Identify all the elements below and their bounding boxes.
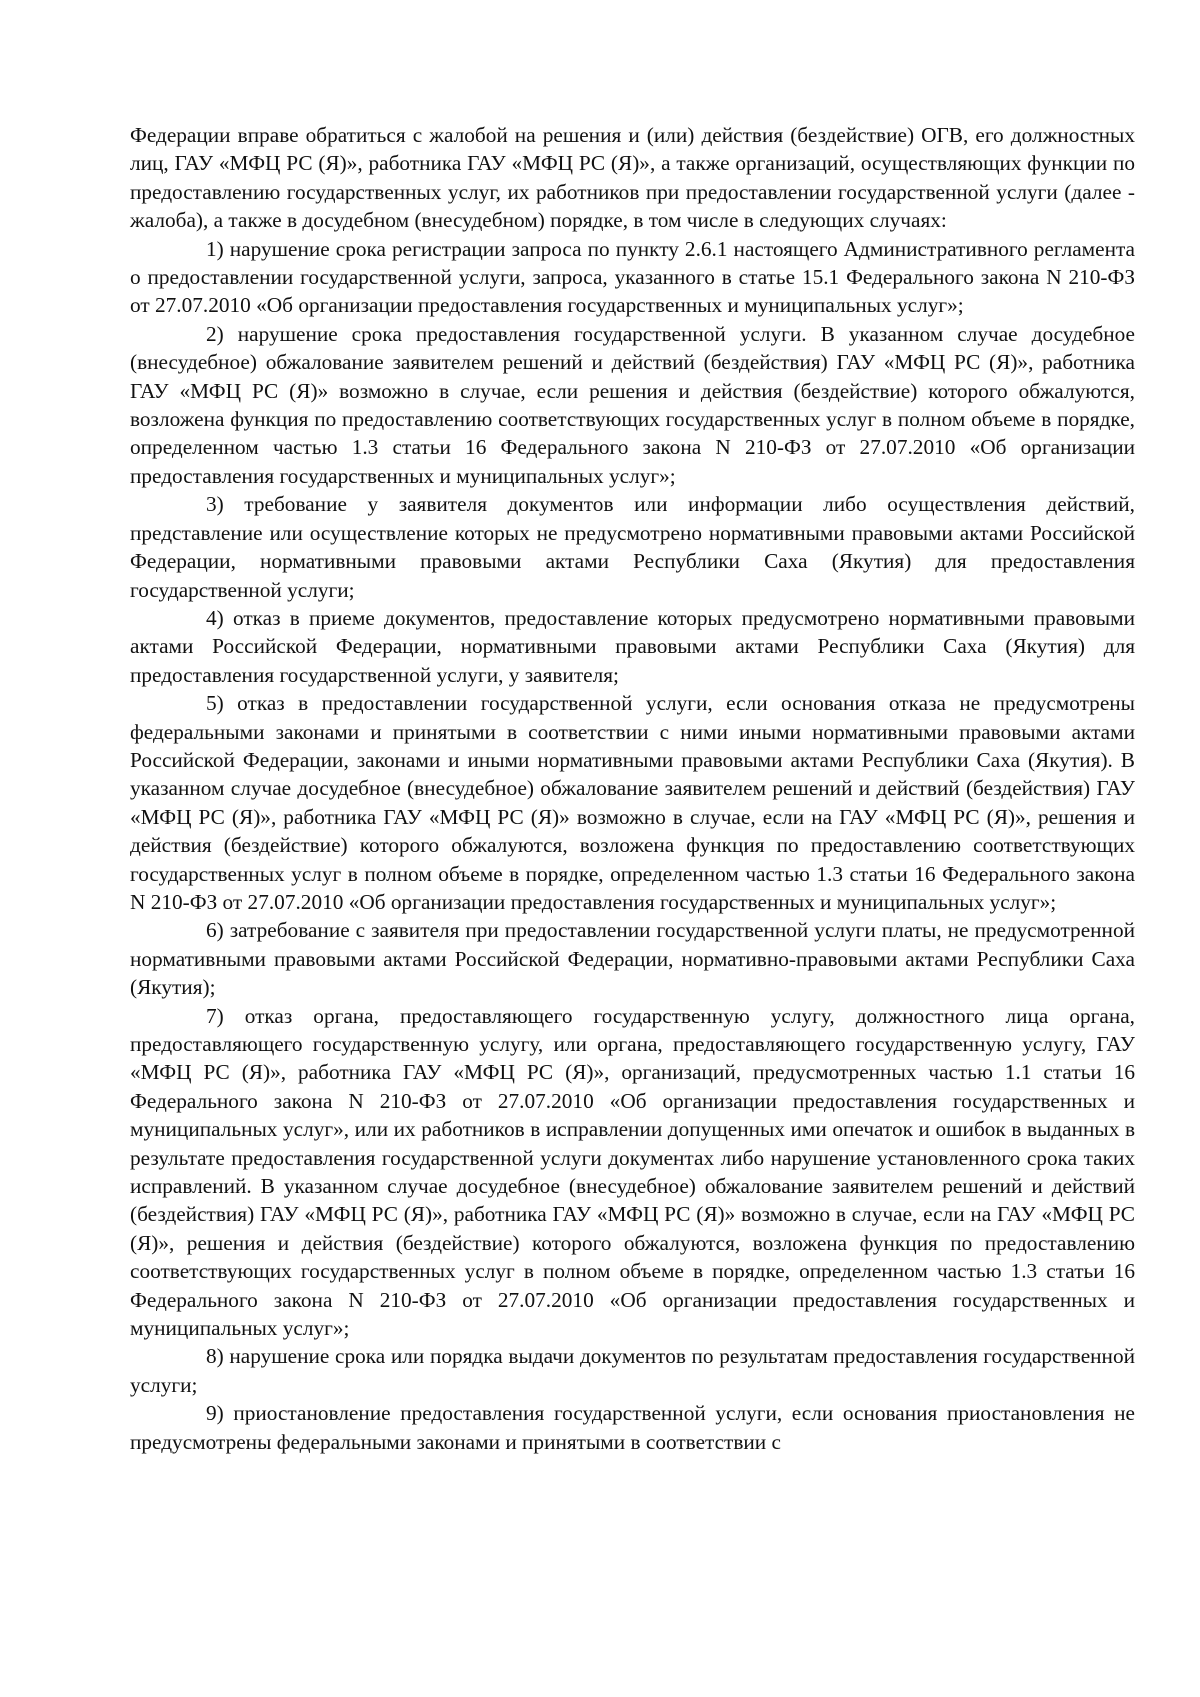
paragraph-item-9: 9) приостановление предоставления государственной услуги, если основания приостановления не предусмотрены федеральными законами и принятыми в соответствии с [130,1401,1135,1454]
paragraph-item-8: 8) нарушение срока или порядка выдачи документов по результатам предоставления государственной услуги; [130,1344,1135,1397]
paragraph-item-2: 2) нарушение срока предоставления государственной услуги. В указанном случае досудебное (внесудебное) обжалование заявителем решений и действий (бездействия) ГАУ «МФЦ РС (Я)», работника ГАУ «МФЦ РС (Я)» возможно в случае, если решения и действия (бездействие) которого обжалуются, возложена функция по предоставлению соответствующих государственных услуг в полном объеме в порядке, определенном частью 1.3 статьи 16 Федерального закона N 210-ФЗ от 27.07.2010 «Об организации предоставления государственных и муниципальных услуг»; [130,321,1135,488]
paragraph-item-7: 7) отказ органа, предоставляющего государственную услугу, должностного лица органа, предоставляющего государственную услугу, или органа, предоставляющего государственную услугу, ГАУ «МФЦ РС (Я)», работника ГАУ «МФЦ РС (Я)», организаций, предусмотренных частью 1.1 статьи 16 Федерального закона N 210-ФЗ от 27.07.2010 «Об организации предоставления государственных и муниципальных услуг», или их работников в исправлении допущенных ими опечаток и ошибок в выданных в результате предоставления государственной услуги документах либо нарушение установленного срока таких исправлений. В указанном случае досудебное (внесудебное) обжалование заявителем решений и действий (бездействия) ГАУ «МФЦ РС (Я)», работника ГАУ «МФЦ РС (Я)» возможно в случае, если на ГАУ «МФЦ РС (Я)», решения и действия (бездействие) которого обжалуются, возложена функция по предоставлению соответствующих государственных услуг в полном объеме в порядке, определенном частью 1.3 статьи 16 Федерального закона N 210-ФЗ от 27.07.2010 «Об организации предоставления государственных и муниципальных услуг»; [130,1003,1135,1341]
document-page [130,121,1135,1456]
paragraph-item-5: 5) отказ в предоставлении государственной услуги, если основания отказа не предусмотрены федеральными законами и принятыми в соответствии с ними иными нормативными правовыми актами Российской Федерации, законами и иными нормативными правовыми актами Республики Саха (Якутия). В указанном случае досудебное (внесудебное) обжалование заявителем решений и действий (бездействия) ГАУ «МФЦ РС (Я)», работника ГАУ «МФЦ РС (Я)» возможно в случае, если на ГАУ «МФЦ РС (Я)», решения и действия (бездействие) которого обжалуются, возложена функция по предоставлению соответствующих государственных услуг в полном объеме в порядке, определенном частью 1.3 статьи 16 Федерального закона N 210-ФЗ от 27.07.2010 «Об организации предоставления государственных и муниципальных услуг»; [130,691,1135,914]
paragraph-item-1: 1) нарушение срока регистрации запроса по пункту 2.6.1 настоящего Административного регламента о предоставлении государственной услуги, запроса, указанного в статье 15.1 Федерального закона N 210-ФЗ от 27.07.2010 «Об организации предоставления государственных и муниципальных услуг»; [130,236,1135,318]
paragraph-item-6: 6) затребование с заявителя при предоставлении государственной услуги платы, не предусмотренной нормативными правовыми актами Российской Федерации, нормативно-правовыми актами Республики Саха (Якутия); [130,918,1135,1000]
paragraph-item-4: 4) отказ в приеме документов, предоставление которых предусмотрено нормативными правовыми актами Российской Федерации, нормативными правовыми актами Республики Саха (Якутия) для предоставления государственной услуги, у заявителя; [130,605,1135,687]
paragraph-continuation: Федерации вправе обратиться с жалобой на решения и (или) действия (бездействие) ОГВ, его должностных лиц, ГАУ «МФЦ РС (Я)», работника ГАУ «МФЦ РС (Я)», а также организаций, осуществляющих функции по предоставлению государственных услуг, их работников при предоставлении государственной услуги (далее - жалоба), а также в досудебном (внесудебном) порядке, в том числе в следующих случаях: [130,123,1135,233]
paragraph-item-3: 3) требование у заявителя документов или информации либо осуществления действий, представление или осуществление которых не предусмотрено нормативными правовыми актами Российской Федерации, нормативными правовыми актами Республики Саха (Якутия) для предоставления государственной услуги; [130,492,1135,602]
